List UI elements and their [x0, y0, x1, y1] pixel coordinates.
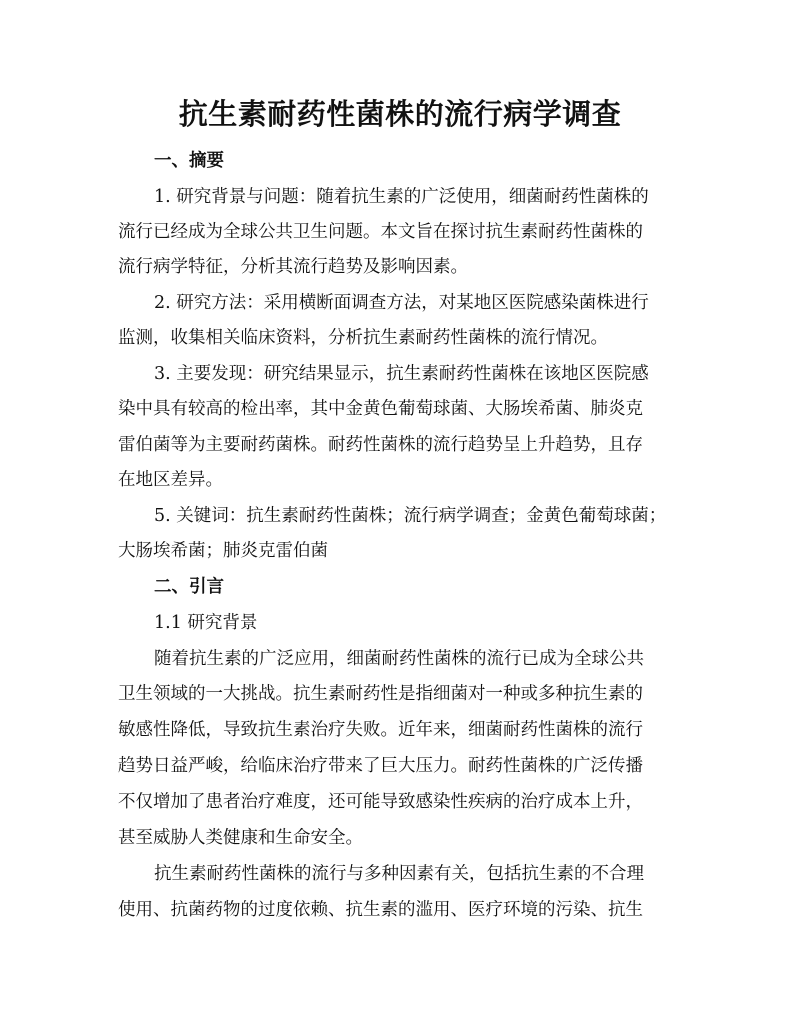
paragraph-line: 监测，收集相关临床资料，分析抗生素耐药性菌株的流行情况。: [118, 328, 608, 348]
paragraph-line: 染中具有较高的检出率，其中金黄色葡萄球菌、大肠埃希菌、肺炎克: [118, 399, 643, 419]
paragraph-line: 随着抗生素的广泛应用，细菌耐药性菌株的流行已成为全球公共: [154, 649, 644, 669]
paragraph-line: 卫生领域的一大挑战。抗生素耐药性是指细菌对一种或多种抗生素的: [118, 684, 643, 704]
abstract-item-findings: 3. 主要发现：研究结果显示，抗生素耐药性菌株在该地区医院感: [154, 364, 649, 384]
document-title: 抗生素耐药性菌株的流行病学调查: [178, 97, 622, 131]
section-heading-introduction: 二、引言: [154, 577, 224, 597]
paragraph-line: 大肠埃希菌；肺炎克雷伯菌: [118, 541, 328, 561]
paragraph-line: 敏感性降低，导致抗生素治疗失败。近年来，细菌耐药性菌株的流行: [118, 720, 643, 740]
subsection-heading-background: 1.1 研究背景: [154, 613, 258, 633]
abstract-item-keywords: 5. 关键词：抗生素耐药性菌株；流行病学调查；金黄色葡萄球菌；: [154, 506, 667, 526]
section-heading-abstract: 一、摘要: [154, 151, 224, 171]
paragraph-line: 抗生素耐药性菌株的流行与多种因素有关，包括抗生素的不合理: [154, 864, 644, 884]
abstract-item-methods: 2. 研究方法：采用横断面调查方法，对某地区医院感染菌株进行: [154, 293, 649, 313]
paragraph-line: 趋势日益严峻，给临床治疗带来了巨大压力。耐药性菌株的广泛传播: [118, 756, 643, 776]
paragraph-line: 流行病学特征，分析其流行趋势及影响因素。: [118, 257, 468, 277]
paragraph-line: 甚至威胁人类健康和生命安全。: [118, 828, 363, 848]
paragraph-line: 流行已经成为全球公共卫生问题。本文旨在探讨抗生素耐药性菌株的: [118, 222, 643, 242]
abstract-item-background: 1. 研究背景与问题：随着抗生素的广泛使用，细菌耐药性菌株的: [154, 187, 649, 207]
paragraph-line: 在地区差异。: [118, 470, 223, 490]
paragraph-line: 不仅增加了患者治疗难度，还可能导致感染性疾病的治疗成本上升，: [118, 792, 643, 812]
paragraph-line: 使用、抗菌药物的过度依赖、抗生素的滥用、医疗环境的污染、抗生: [118, 900, 643, 920]
paragraph-line: 雷伯菌等为主要耐药菌株。耐药性菌株的流行趋势呈上升趋势，且存: [118, 435, 643, 455]
